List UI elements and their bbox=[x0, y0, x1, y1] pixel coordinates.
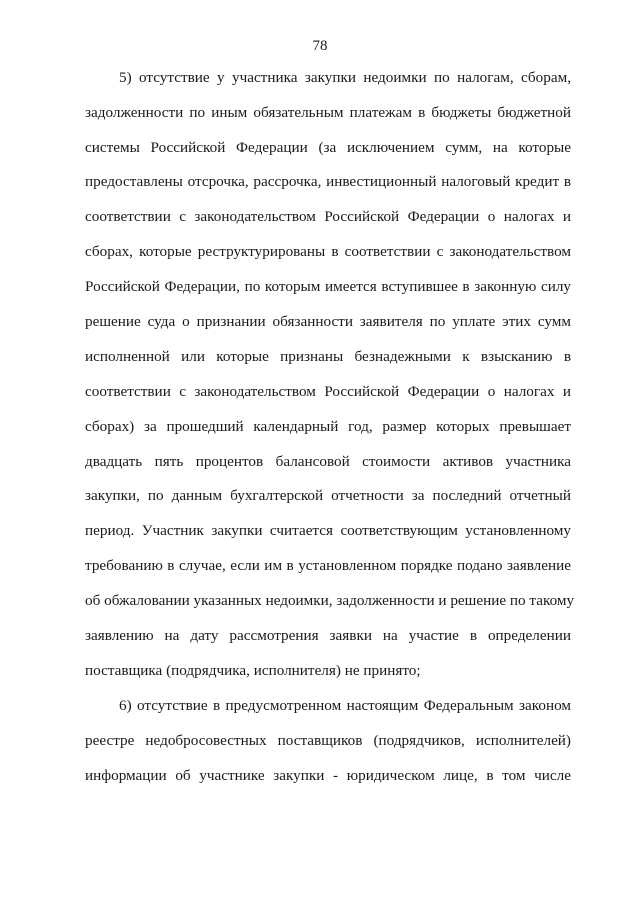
text-line: сборах, которые реструктурированы в соответствии с законодательством bbox=[85, 243, 571, 260]
text-line: 6) отсутствие в предусмотренном настоящим Федеральным законом bbox=[119, 697, 571, 714]
text-line: 5) отсутствие у участника закупки недоимки по налогам, сборам, bbox=[119, 69, 571, 86]
text-line: задолженности по иным обязательным платежам в бюджеты бюджетной bbox=[85, 104, 571, 121]
text-line: заявлению на дату рассмотрения заявки на участие в определении bbox=[85, 627, 571, 644]
page-number: 78 bbox=[312, 38, 328, 54]
text-line: соответствии с законодательством Российской Федерации о налогах и bbox=[85, 208, 571, 225]
text-line: предоставлены отсрочка, рассрочка, инвестиционный налоговый кредит в bbox=[85, 173, 571, 190]
text-line: требованию в случае, если им в установленном порядке подано заявление bbox=[85, 557, 571, 574]
text-line: двадцать пять процентов балансовой стоимости активов участника bbox=[85, 453, 571, 470]
text-line: закупки, по данным бухгалтерской отчетности за последний отчетный bbox=[85, 487, 571, 504]
text-line: поставщика (подрядчика, исполнителя) не принято; bbox=[85, 662, 421, 679]
text-line: системы Российской Федерации (за исключением сумм, на которые bbox=[85, 139, 571, 156]
text-line: соответствии с законодательством Российской Федерации о налогах и bbox=[85, 383, 571, 400]
text-line: реестре недобросовестных поставщиков (подрядчиков, исполнителей) bbox=[85, 732, 571, 749]
text-line: Российской Федерации, по которым имеется вступившее в законную силу bbox=[85, 278, 571, 295]
text-line: исполненной или которые признаны безнадежными к взысканию в bbox=[85, 348, 571, 365]
text-line: информации об участнике закупки - юридическом лице, в том числе bbox=[85, 767, 571, 784]
text-line: сборах) за прошедший календарный год, размер которых превышает bbox=[85, 418, 571, 435]
text-line: об обжаловании указанных недоимки, задолженности и решение по такому bbox=[85, 592, 575, 609]
text-line: решение суда о признании обязанности заявителя по уплате этих сумм bbox=[85, 313, 571, 330]
text-line: период. Участник закупки считается соответствующим установленному bbox=[85, 522, 571, 539]
